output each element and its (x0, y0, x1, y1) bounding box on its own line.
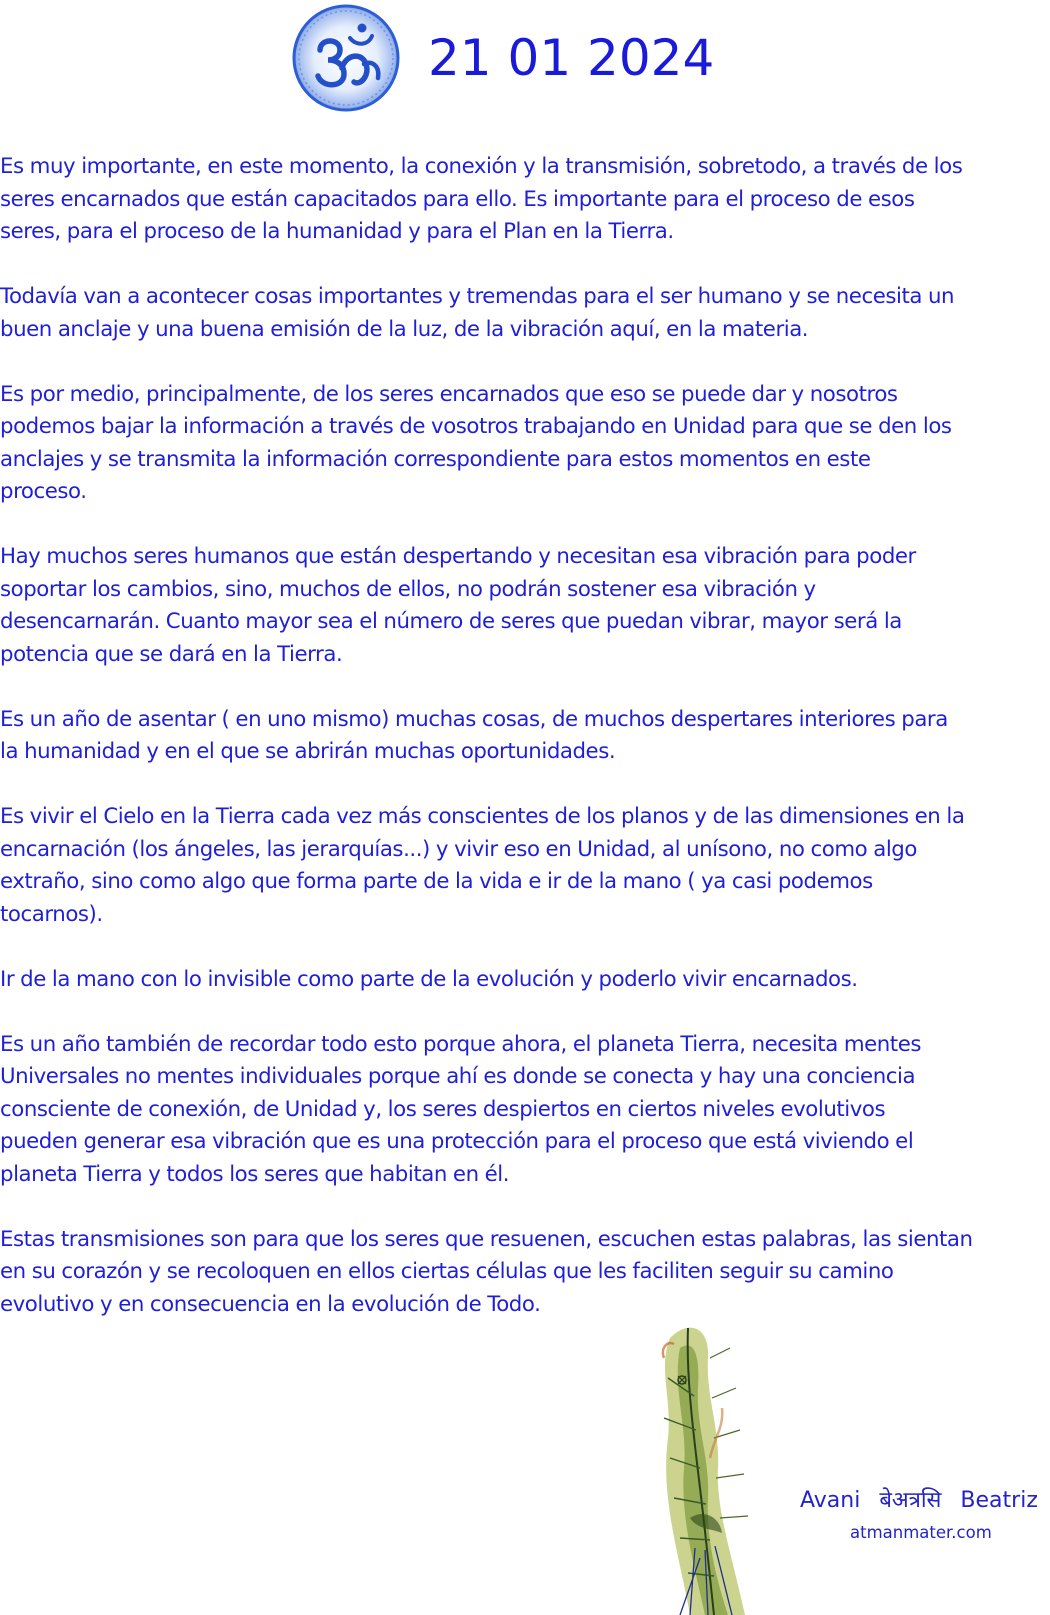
feather-wing-icon (650, 1318, 770, 1615)
paragraph: Hay muchos seres humanos que están despertando y necesitan esa vibración para poder soportar los cambios, sino, muchos de ellos, no podrán sostener esa vibración y desencarnarán. Cuanto mayor sea el número de seres que puedan vibrar, mayor será la potencia que se dará en la Tierra. (0, 544, 916, 667)
paragraph: Es un año también de recordar todo esto porque ahora, el planeta Tierra, necesita mentes Universales no mentes individuales porque ahí es donde se conecta y hay una conciencia consciente de conexión, de Unidad y, los seres despiertos en ciertos niveles evolutivos pueden generar esa vibración que es una protección para el proceso que está viviendo el planeta Tierra y todos los seres que habitan en él. (0, 1031, 922, 1187)
paragraph: Ir de la mano con lo invisible como parte de la evolución y poderlo vivir encarnados. (0, 966, 858, 992)
paragraph: Es muy importante, en este momento, la conexión y la transmisión, sobretodo, a través de los seres encarnados que están capacitados para ello. Es importante para el proceso de esos seres, para el proceso de la humanidad y para el Plan en la Tierra. (0, 154, 963, 244)
signature-devanagari: बेअत्रसि (879, 1488, 942, 1513)
signature-first-name: Avani (800, 1488, 861, 1513)
message-body (0, 151, 1050, 1354)
paragraph: Es un año de asentar ( en uno mismo) muchas cosas, de muchos despertares interiores para la humanidad y en el que se abrirán muchas oportunidades. (0, 706, 948, 764)
header (0, 0, 1050, 120)
om-symbol-icon (290, 2, 402, 114)
paragraph: Es vivir el Cielo en la Tierra cada vez más conscientes de los planos y de las dimensiones en la encarnación (los ángeles, las jerarquías...) y vivir eso en Unidad, al unísono, no como algo extraño, sino como algo que forma parte de la vida e ir de la mano ( ya casi podemos tocarnos). (0, 804, 965, 927)
paragraph: Estas transmisiones son para que los seres que resuenen, escuchen estas palabras, las sientan en su corazón y se recoloquen en ellos ciertas células que les faciliten seguir su camino evolutivo y en consecuencia en la evolución de Todo. (0, 1226, 973, 1317)
paragraph: Es por medio, principalmente, de los seres encarnados que eso se puede dar y nosotros podemos bajar la información a través de vosotros trabajando en Unidad para que se den los anclajes y se transmita la información correspondiente para estos momentos en este proceso. (0, 381, 952, 504)
paragraph: Todavía van a acontecer cosas importantes y tremendas para el ser humano y se necesita un buen anclaje y una buena emisión de la luz, de la vibración aquí, en la materia. (0, 284, 955, 342)
signature-last-name: Beatriz (960, 1488, 1038, 1513)
website-link[interactable]: atmanmater.com (850, 1523, 992, 1542)
signature (800, 1487, 1050, 1515)
page-date: 21 01 2024 (428, 29, 715, 87)
